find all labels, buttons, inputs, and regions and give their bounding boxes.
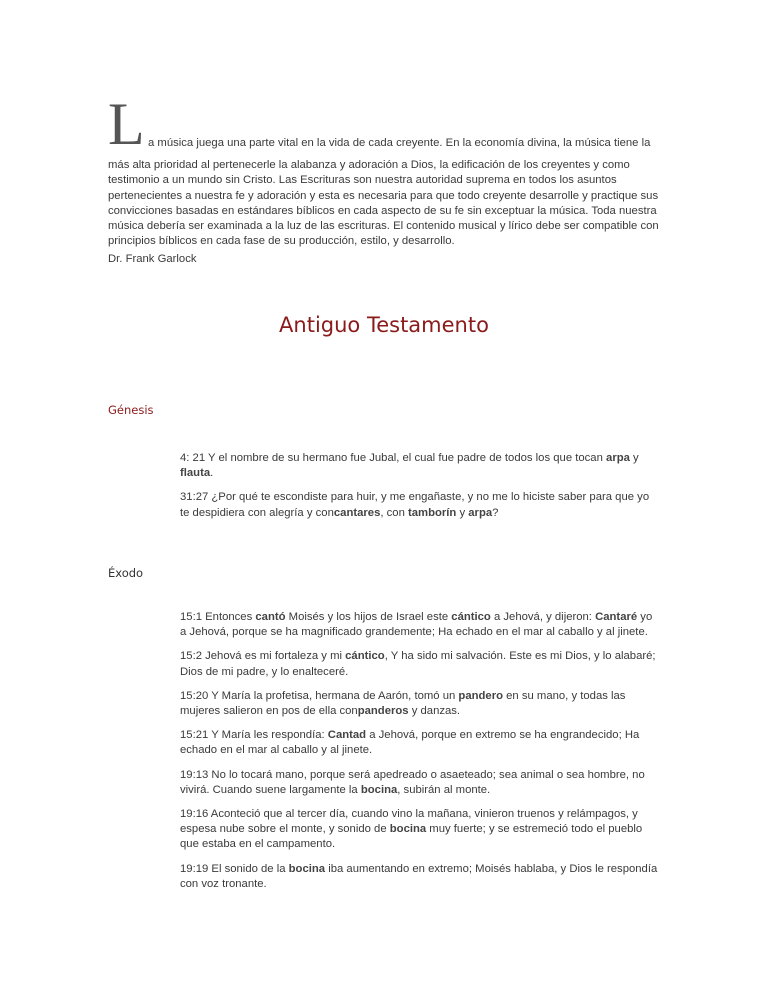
verse-item: 15:20 Y María la profetisa, hermana de Aarón, tomó un pandero en su mano, y todas las mujeres salieron en pos de ella conpanderos y danzas. [180, 689, 626, 718]
author-name: Dr. Frank Garlock [108, 253, 197, 265]
section-heading: Antiguo Testamento [279, 313, 489, 337]
verses-exodo [180, 610, 660, 892]
verse-item: 19:13 No lo tocará mano, porque será apedreado o asaeteado; sea animal o sea hombre, no vivirá. Cuando suene largamente la bocina, subirán al monte. [180, 768, 645, 796]
book-title-exodo: Éxodo [108, 566, 144, 580]
verse-item: 19:16 Aconteció que al tercer día, cuando vino la mañana, vinieron truenos y relámpagos, y espesa nube sobre el monte, y sonido de bocina muy fuerte; y se estremeció todo el pueblo que estaba en el campamento. [180, 808, 643, 851]
verse-item: 15:21 Y María les respondía: Cantad a Jehová, porque en extremo se ha engrandecido; Ha echado en el mar al caballo y al jinete. [180, 729, 640, 757]
verse-item: 15:2 Jehová es mi fortaleza y mi cántico, Y ha sido mi salvación. Este es mi Dios, y lo alabaré; Dios de mi padre, y lo enalteceré. [180, 650, 656, 678]
verses-genesis [180, 451, 660, 521]
verse-item: 19:19 El sonido de la bocina iba aumentando en extremo; Moisés hablaba, y Dios le respondía con voz tronante. [180, 862, 658, 890]
verse-item: 31:27 ¿Por qué te escondiste para huir, y me engañaste, y no me lo hiciste saber para que yo te despidiera con alegría y concantares, con tamborín y arpa? [180, 491, 650, 519]
drop-cap: L [108, 91, 145, 157]
book-title-genesis: Génesis [108, 403, 154, 417]
intro-paragraph [108, 91, 660, 250]
intro-first-line [108, 91, 660, 158]
verse-item: 15:1 Entonces cantó Moisés y los hijos de Israel este cántico a Jehová, y dijeron: Cantaré yo a Jehová, porque se ha magnificado grandemente; Ha echado en el mar al caballo y al jinete. [180, 611, 653, 639]
intro-first-line-text: a música juega una parte vital en la vida de cada creyente. En la economía divina, la música tiene la [148, 137, 651, 149]
intro-body-text: más alta prioridad al pertenecerle la alabanza y adoración a Dios, la edificación de los creyentes y como testimonio a un mundo sin Cristo. Las Escrituras son nuestra autoridad suprema en todos los asuntos pertenecientes a nuestra fe y adoración y esta es necesaria para que todo creyente desarrolle y practique sus convicciones basadas en estándares bíblicos en cada aspecto de su fe sin exceptuar la música. Toda nuestra música debería ser examinada a la luz de las escrituras. El contenido musical y lírico debe ser compatible con principios bíblicos en cada fase de su producción, estilo, y desarrollo. [108, 159, 659, 248]
verse-item: 4: 21 Y el nombre de su hermano fue Jubal, el cual fue padre de todos los que tocan arpa y flauta. [180, 452, 639, 480]
